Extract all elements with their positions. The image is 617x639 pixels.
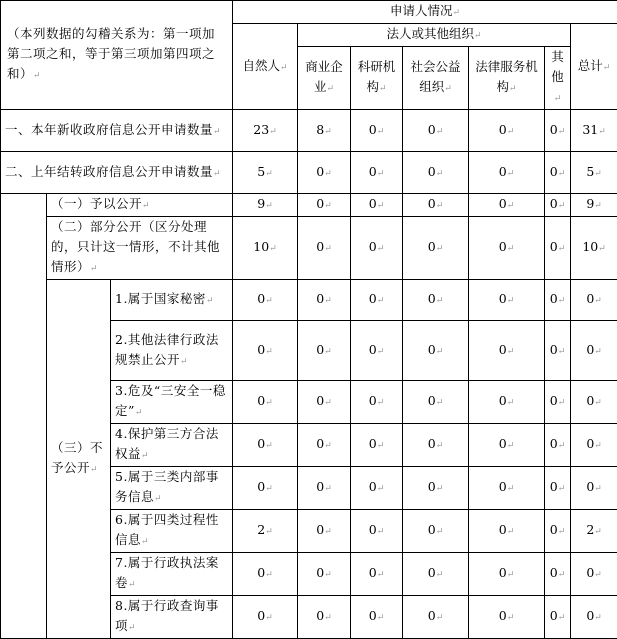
cell-value: 0 ↵ bbox=[298, 217, 351, 280]
cell-value: 0 ↵ bbox=[571, 553, 617, 596]
cell-value: 0 ↵ bbox=[233, 467, 298, 510]
cell-value: 0 ↵ bbox=[469, 596, 545, 639]
table-row bbox=[1, 280, 617, 321]
cell-value: 0 ↵ bbox=[545, 110, 571, 152]
row-label: 二、上年结转政府信息公开申请数量 ↵ bbox=[1, 152, 233, 194]
cell-value: 0 ↵ bbox=[403, 194, 469, 217]
table-row bbox=[1, 194, 617, 217]
business-header: 商业企业 ↵ bbox=[298, 47, 351, 110]
cell-value: 0 ↵ bbox=[545, 217, 571, 280]
cell-value: 0 ↵ bbox=[351, 321, 403, 381]
cell-value: 0 ↵ bbox=[545, 510, 571, 553]
cell-value: 0 ↵ bbox=[298, 152, 351, 194]
cell-value: 0 ↵ bbox=[233, 424, 298, 467]
row-label: 4.保护第三方合法权益 ↵ bbox=[111, 424, 233, 467]
cell-value: 0 ↵ bbox=[403, 596, 469, 639]
cell-value: 0 ↵ bbox=[403, 217, 469, 280]
cell-value: 0 ↵ bbox=[298, 510, 351, 553]
cell-value: 0 ↵ bbox=[545, 152, 571, 194]
cell-value: 0 ↵ bbox=[545, 321, 571, 381]
cell-value: 10 ↵ bbox=[571, 217, 617, 280]
cell-value: 2 ↵ bbox=[571, 510, 617, 553]
cell-value: 0 ↵ bbox=[351, 217, 403, 280]
row-label: 8.属于行政查询事项 ↵ bbox=[111, 596, 233, 639]
cell-value: 0 ↵ bbox=[469, 321, 545, 381]
cell-value: 0 ↵ bbox=[469, 467, 545, 510]
row-label: （一）予以公开 ↵ bbox=[47, 194, 233, 217]
cell-value: 0 ↵ bbox=[571, 467, 617, 510]
cell-value: 0 ↵ bbox=[469, 194, 545, 217]
cell-value: 5 ↵ bbox=[233, 152, 298, 194]
cell-value: 0 ↵ bbox=[469, 110, 545, 152]
cell-value: 0 ↵ bbox=[403, 280, 469, 321]
cell-value: 0 ↵ bbox=[351, 110, 403, 152]
row-label: 1.属于国家秘密 ↵ bbox=[111, 280, 233, 321]
cell-value: 0 ↵ bbox=[403, 381, 469, 424]
social-org-header: 社会公益组织 ↵ bbox=[403, 47, 469, 110]
cell-value: 0 ↵ bbox=[351, 424, 403, 467]
cell-value: 0 ↵ bbox=[298, 424, 351, 467]
cell-value: 0 ↵ bbox=[545, 596, 571, 639]
other-header: 其他 ↵ bbox=[545, 47, 571, 110]
cell-value: 0 ↵ bbox=[351, 510, 403, 553]
cell-value: 0 ↵ bbox=[351, 596, 403, 639]
cell-value: 0 ↵ bbox=[403, 510, 469, 553]
cell-value: 0 ↵ bbox=[469, 510, 545, 553]
cell-value: 23 ↵ bbox=[233, 110, 298, 152]
cell-value: 0 ↵ bbox=[298, 194, 351, 217]
cell-value: 0 ↵ bbox=[403, 110, 469, 152]
row-label: 6.属于四类过程性信息 ↵ bbox=[111, 510, 233, 553]
cell-value: 10 ↵ bbox=[233, 217, 298, 280]
cell-value: 0 ↵ bbox=[469, 553, 545, 596]
section-indent-column bbox=[1, 194, 47, 639]
cell-value: 0 ↵ bbox=[469, 424, 545, 467]
table-row bbox=[1, 217, 617, 280]
cell-value: 0 ↵ bbox=[469, 280, 545, 321]
cell-value: 2 ↵ bbox=[233, 510, 298, 553]
cell-value: 0 ↵ bbox=[469, 217, 545, 280]
cell-value: 0 ↵ bbox=[233, 280, 298, 321]
table-row bbox=[1, 110, 617, 152]
cell-value: 0 ↵ bbox=[233, 321, 298, 381]
cell-value: 0 ↵ bbox=[351, 152, 403, 194]
row-label: （二）部分公开（区分处理的，只计这一情形，不计其他情形） ↵ bbox=[47, 217, 233, 280]
cell-value: 0 ↵ bbox=[545, 381, 571, 424]
cell-value: 0 ↵ bbox=[545, 553, 571, 596]
table-row bbox=[1, 152, 617, 194]
cell-value: 0 ↵ bbox=[233, 381, 298, 424]
cell-value: 31 ↵ bbox=[571, 110, 617, 152]
cell-value: 0 ↵ bbox=[403, 321, 469, 381]
row-label: 2.其他法律行政法规禁止公开 ↵ bbox=[111, 321, 233, 381]
cell-value: 0 ↵ bbox=[545, 194, 571, 217]
cell-value: 8 ↵ bbox=[298, 110, 351, 152]
cell-value: 0 ↵ bbox=[351, 280, 403, 321]
cell-value: 0 ↵ bbox=[571, 424, 617, 467]
cell-value: 0 ↵ bbox=[403, 553, 469, 596]
research-header: 科研机构 ↵ bbox=[351, 47, 403, 110]
cell-value: 0 ↵ bbox=[571, 280, 617, 321]
cell-value: 0 ↵ bbox=[298, 280, 351, 321]
cell-value: 0 ↵ bbox=[403, 152, 469, 194]
applicant-situation-header: 申请人情况 ↵ bbox=[233, 1, 617, 24]
cell-value: 0 ↵ bbox=[545, 467, 571, 510]
cell-value: 0 ↵ bbox=[403, 467, 469, 510]
not-disclosed-label: （三）不予公开 ↵ bbox=[47, 280, 111, 639]
row-label: 一、本年新收政府信息公开申请数量 ↵ bbox=[1, 110, 233, 152]
cell-value: 0 ↵ bbox=[298, 553, 351, 596]
cell-value: 0 ↵ bbox=[298, 467, 351, 510]
cell-value: 0 ↵ bbox=[571, 596, 617, 639]
natural-person-header: 自然人 ↵ bbox=[233, 24, 298, 110]
table-note-text: （本列数据的勾稽关系为：第一项加第二项之和，等于第三项加第四项之和） ↵ bbox=[7, 26, 215, 81]
cell-value: 9 ↵ bbox=[233, 194, 298, 217]
total-header: 总计 ↵ bbox=[571, 24, 617, 110]
cell-value: 0 ↵ bbox=[351, 194, 403, 217]
cell-value: 5 ↵ bbox=[571, 152, 617, 194]
cell-value: 0 ↵ bbox=[351, 381, 403, 424]
cell-value: 0 ↵ bbox=[351, 467, 403, 510]
cell-value: 0 ↵ bbox=[298, 381, 351, 424]
row-label: 5.属于三类内部事务信息 ↵ bbox=[111, 467, 233, 510]
cell-value: 0 ↵ bbox=[233, 596, 298, 639]
cell-value: 0 ↵ bbox=[351, 553, 403, 596]
cell-value: 0 ↵ bbox=[298, 321, 351, 381]
row-label: 3.危及“三安全一稳定” ↵ bbox=[111, 381, 233, 424]
cell-value: 9 ↵ bbox=[571, 194, 617, 217]
row-label: 7.属于行政执法案卷 ↵ bbox=[111, 553, 233, 596]
cell-value: 0 ↵ bbox=[233, 553, 298, 596]
table-note bbox=[1, 1, 233, 110]
cell-value: 0 ↵ bbox=[545, 424, 571, 467]
cell-value: 0 ↵ bbox=[571, 321, 617, 381]
cell-value: 0 ↵ bbox=[469, 381, 545, 424]
cell-value: 0 ↵ bbox=[298, 596, 351, 639]
cell-value: 0 ↵ bbox=[469, 152, 545, 194]
cell-value: 0 ↵ bbox=[545, 280, 571, 321]
legal-service-header: 法律服务机构 ↵ bbox=[469, 47, 545, 110]
legal-or-other-header: 法人或其他组织 ↵ bbox=[298, 24, 571, 47]
cell-value: 0 ↵ bbox=[571, 381, 617, 424]
cell-value: 0 ↵ bbox=[403, 424, 469, 467]
